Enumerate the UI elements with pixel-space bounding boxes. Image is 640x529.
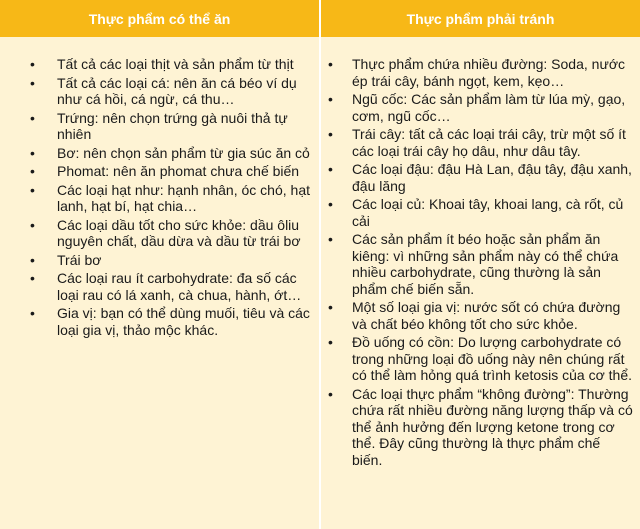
bullet-icon: • bbox=[328, 196, 333, 212]
bullet-icon: • bbox=[30, 216, 35, 233]
avoid-food-item: • Các sản phẩm ít béo hoặc sản phẩm ăn kiêng: vì những sản phẩm này có thể chứa nhiều carbohydrate, cũng thường là sản phẩm chế biến sẵn. bbox=[328, 231, 619, 297]
bullet-icon: • bbox=[30, 270, 35, 286]
avoid-food-item: • Các loại đậu: đậu Hà Lan, đậu tây, đậu xanh, đậu lăng bbox=[328, 161, 632, 194]
bullet-icon: • bbox=[328, 231, 333, 247]
allowed-food-item: • Các loại rau ít carbohydrate: đa số các loại rau có lá xanh, cà chua, hành, ớt… bbox=[30, 270, 302, 303]
bullet-icon: • bbox=[328, 385, 333, 402]
avoid-foods-list bbox=[321, 56, 640, 470]
allowed-foods-list bbox=[0, 56, 319, 340]
allowed-food-item: • Các loại dầu tốt cho sức khỏe: dầu ôliu nguyên chất, dầu dừa và dầu từ trái bơ bbox=[30, 216, 301, 249]
allowed-food-item: • Tất cả các loại cá: nên ăn cá béo ví dụ như cá hồi, cá ngừ, cá thu… bbox=[30, 74, 297, 107]
avoid-food-item: • Ngũ cốc: Các sản phẩm làm từ lúa mỳ, gạo, cơm, ngũ cốc… bbox=[328, 91, 626, 124]
avoid-foods-cell bbox=[321, 37, 640, 529]
avoid-foods-header: Thực phẩm phải tránh bbox=[321, 0, 640, 37]
allowed-foods-cell bbox=[0, 37, 319, 529]
allowed-food-item: • Gia vị: bạn có thể dùng muối, tiêu và các loại gia vị, thảo mộc khác. bbox=[30, 305, 310, 338]
bullet-icon: • bbox=[328, 161, 333, 177]
bullet-icon: • bbox=[30, 74, 35, 91]
bullet-icon: • bbox=[30, 305, 35, 321]
allowed-food-item: • Các loại hạt như: hạnh nhân, óc chó, hạt lanh, hạt bí, hạt chia… bbox=[30, 181, 310, 214]
allowed-food-item: • Phomat: nên ăn phomat chưa chế biến bbox=[30, 163, 300, 179]
bullet-icon: • bbox=[30, 251, 35, 268]
avoid-food-item: • Thực phẩm chứa nhiều đường: Soda, nước ép trái cây, bánh ngọt, kem, kẹo… bbox=[328, 56, 625, 89]
bullet-icon: • bbox=[328, 91, 333, 107]
allowed-food-item: • Trái bơ bbox=[30, 251, 102, 268]
allowed-food-item: • Tất cả các loại thịt và sản phẩm từ thịt bbox=[30, 56, 294, 72]
avoid-food-item: • Các loại thực phẩm “không đường”: Thường chứa rất nhiều đường năng lượng thấp và có thể ảnh hưởng đến lượng ketone trong cơ thể. Đây cũng thường là thực phẩm chế biến. bbox=[328, 385, 633, 468]
avoid-food-item: • Đồ uống có cồn: Do lượng carbohydrate có trong những loại đồ uống này nên chúng rất có thể làm hỏng quá trình ketosis của cơ thể. bbox=[328, 334, 633, 383]
avoid-food-item: • Các loại củ: Khoai tây, khoai lang, cà rốt, củ cải bbox=[328, 196, 624, 229]
bullet-icon: • bbox=[328, 299, 333, 315]
allowed-food-item: • Bơ: nên chọn sản phẩm từ gia súc ăn cỏ bbox=[30, 144, 310, 161]
avoid-food-item: • Trái cây: tất cả các loại trái cây, trừ một số ít các loại trái cây họ dâu, như dâu tây. bbox=[328, 126, 626, 159]
allowed-food-item: • Trứng: nên chọn trứng gà nuôi thả tự nhiên bbox=[30, 109, 288, 142]
bullet-icon: • bbox=[30, 109, 35, 126]
bullet-icon: • bbox=[30, 56, 35, 72]
bullet-icon: • bbox=[328, 56, 333, 72]
bullet-icon: • bbox=[30, 181, 35, 198]
allowed-foods-header: Thực phẩm có thể ăn bbox=[0, 0, 319, 37]
bullet-icon: • bbox=[30, 163, 35, 179]
bullet-icon: • bbox=[30, 144, 35, 161]
avoid-food-item: • Một số loại gia vị: nước sốt có chứa đường và chất béo không tốt cho sức khỏe. bbox=[328, 299, 621, 332]
bullet-icon: • bbox=[328, 334, 333, 350]
bullet-icon: • bbox=[328, 126, 333, 142]
